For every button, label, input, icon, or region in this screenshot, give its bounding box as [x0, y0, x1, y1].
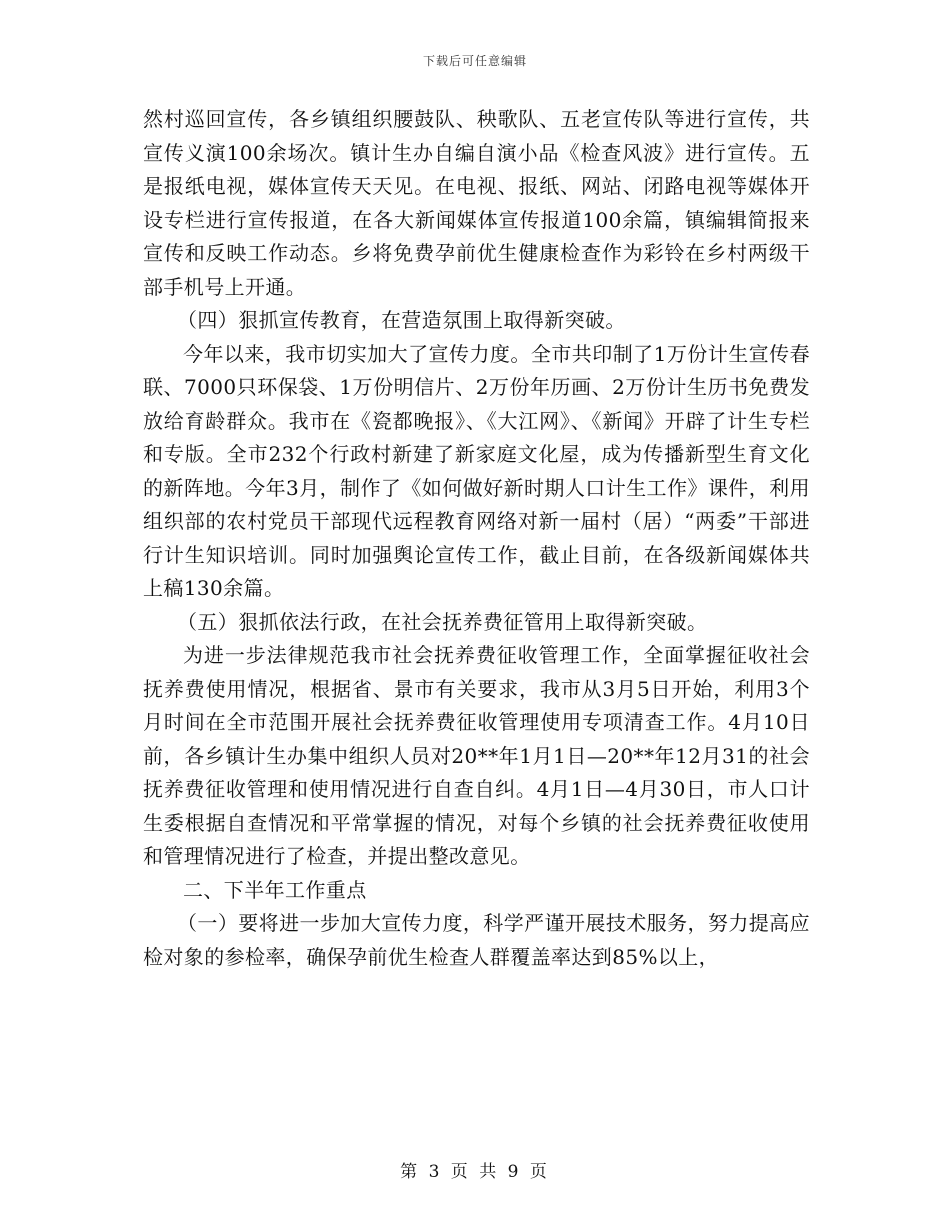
paragraph-publicity: 今年以来，我市切实加大了宣传力度。全市共印制了1万份计生宣传春联、7000只环保袋、1万份明信片、2万份年历画、2万份计生历书免费发放给育龄群众。我市在《瓷都晚报》、《大江网》、《新闻》开辟了计生专栏和专版。全市232个行政村新建了新家庭文化屋，成为传播新型生育文化的新阵地。今年3月，制作了《如何做好新时期人口计生工作》课件，利用组织部的农村党员干部现代远程教育网络对新一届村（居）“两委”干部进行计生知识培训。同时加强舆论宣传工作，截止目前，在各级新闻媒体共上稿130余篇。 — [143, 341, 810, 600]
document-body — [143, 103, 810, 974]
section-heading-4: （四）狠抓宣传教育，在营造氛围上取得新突破。 — [177, 308, 626, 332]
paragraph-priority-1: （一）要将进一步加大宣传力度，科学严谨开展技术服务，努力提高应检对象的参检率，确保孕前优生检查人群覆盖率达到85%以上， — [143, 911, 810, 969]
paragraph-continuation: 然村巡回宣传，各乡镇组织腰鼓队、秧歌队、五老宣传队等进行宣传，共宣传义演100余场次。镇计生办自编自演小品《检查风波》进行宣传。五是报纸电视，媒体宣传天天见。在电视、报纸、网站、闭路电视等媒体开设专栏进行宣传报道，在各大新闻媒体宣传报道100余篇，镇编辑简报来宣传和反映工作动态。乡将免费孕前优生健康检查作为彩铃在乡村两级干部手机号上开通。 — [143, 107, 810, 299]
paragraph-law-enforcement: 为进一步法律规范我市社会抚养费征收管理工作，全面掌握征收社会抚养费使用情况，根据省、景市有关要求，我市从3月5日开始，利用3个月时间在全市范围开展社会抚养费征收管理使用专项清查工作。4月10日前，各乡镇计生办集中组织人员对20**年1月1日—20**年12月31的社会抚养费征收管理和使用情况进行自查自纠。4月1日—4月30日，市人口计生委根据自查情况和平常掌握的情况，对每个乡镇的社会抚养费征收使用和管理情况进行了检查，并提出整改意见。 — [143, 643, 810, 868]
section-heading-5: （五）狠抓依法行政，在社会抚养费征管用上取得新突破。 — [177, 609, 708, 634]
section-heading-part-two: 二、下半年工作重点 — [183, 877, 367, 902]
page-header: 下载后可任意编辑 — [422, 54, 527, 68]
page-number: 第 3 页 共 9 页 — [400, 1162, 550, 1182]
